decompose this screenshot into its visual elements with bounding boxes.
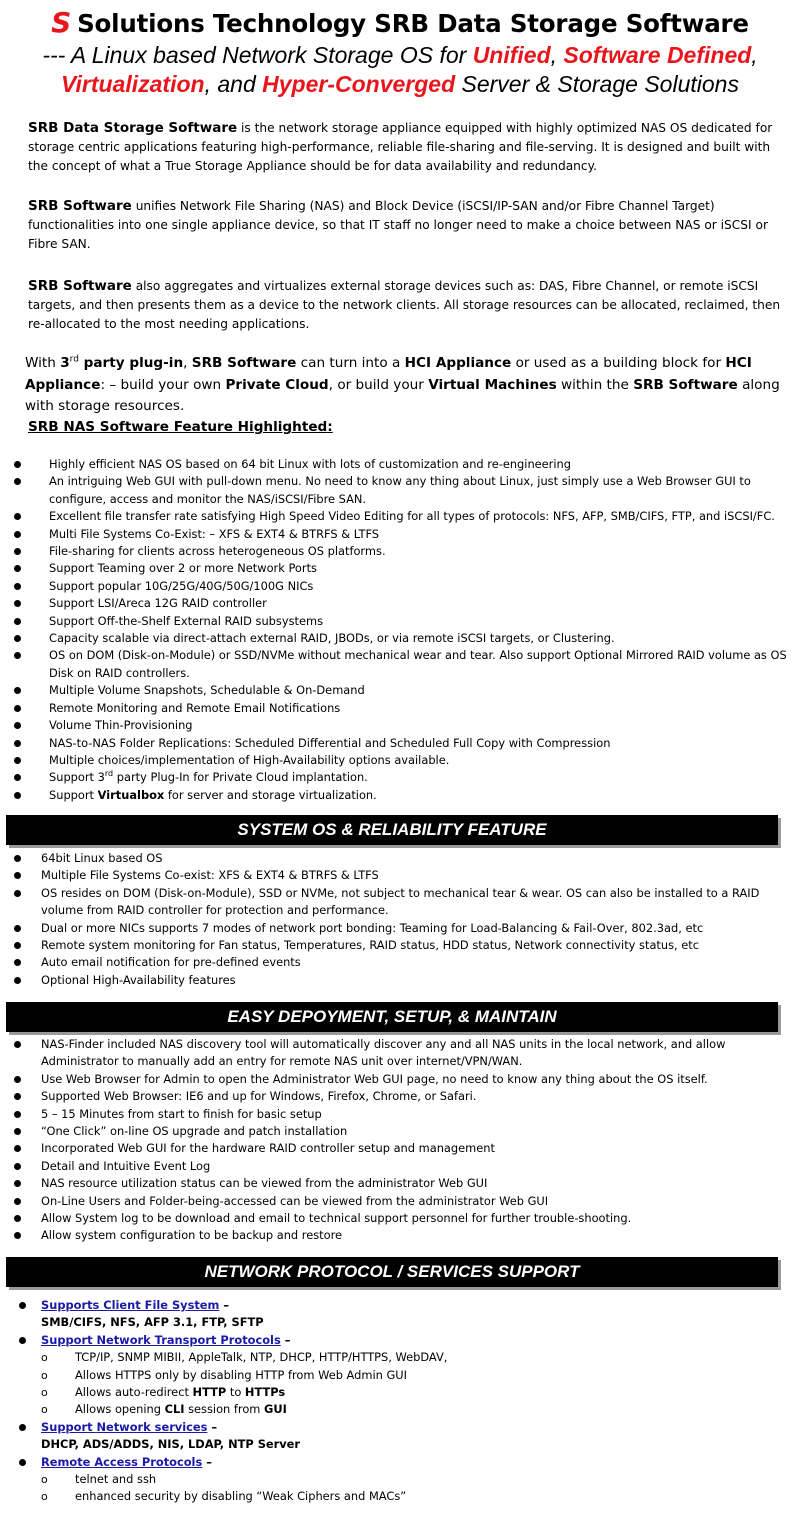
bullet-icon (14, 890, 21, 897)
list-item-text: OS on DOM (Disk-on-Module) or SSD/NVMe without mechanical wear and tear. Also support Optional Mirrored RAID volume as OS Disk on RAID controllers. (49, 648, 787, 680)
bullet-icon (14, 583, 21, 590)
network-list (41, 1297, 789, 1506)
list-item-bold: HTTP (192, 1385, 227, 1400)
list-item (49, 543, 797, 560)
sub-list-item (41, 1401, 789, 1418)
list-item (41, 1436, 789, 1453)
list-item-text: party Plug-In for Private Cloud implantation. (113, 770, 368, 785)
list-item-bold: HTTPs (244, 1385, 286, 1400)
subtitle-part: , and (204, 71, 263, 97)
section-header-deployment: EASY DEPOYMENT, SETUP, & MAINTAIN (6, 1002, 778, 1032)
circle-bullet-icon: o (41, 1368, 48, 1382)
dash-text: – (202, 1454, 212, 1469)
bullet-icon (14, 740, 21, 747)
hci-bold: SRB Software (191, 355, 297, 371)
list-item-text: Dual or more NICs supports 7 modes of network port bonding: Teaming for Load-Balancing & Fail-Over, 802.3ad, etc (41, 920, 704, 935)
list-item-text: Excellent file transfer rate satisfying High Speed Video Editing for all types of protocols: NFS, AFP, SMB/CIFS, FTP, and iSCSI/FC. (49, 509, 775, 524)
hci-text: can turn into a (296, 355, 405, 371)
paragraph-text: also aggregates and virtualizes external storage devices such as: DAS, Fibre Channel, or remote iSCSI targets, and then presents them as a device to the network clients. All storage resources can be allocated, reclaimed, then re-allocated to the most needing applications. (28, 279, 781, 331)
bullet-icon (14, 855, 21, 862)
hci-bold: HCI Appliance (25, 355, 752, 393)
page-title (0, 6, 800, 39)
list-item-text: enhanced security by disabling “Weak Ciphers and MACs” (75, 1489, 407, 1504)
dash-text: – (280, 1332, 291, 1347)
list-item (41, 1193, 789, 1210)
subtitle-highlight: Virtualization (61, 71, 205, 97)
list-item (49, 787, 797, 804)
subtitle-highlight: Unified (472, 42, 551, 68)
feature-heading-text: SRB NAS Software Feature Highlighted (28, 419, 328, 435)
list-item-text: NAS resource utilization status can be viewed from the administrator Web GUI (41, 1176, 488, 1191)
list-item (41, 1210, 789, 1227)
list-item-text: On-Line Users and Folder-being-accessed can be viewed from the administrator Web GUI (41, 1193, 549, 1208)
bullet-icon (14, 757, 21, 764)
bullet-icon (14, 942, 21, 949)
sub-list-item (41, 1488, 789, 1505)
list-item-text: Multiple choices/implementation of High-Availability options available. (49, 752, 450, 767)
list-item-text: telnet and ssh (75, 1472, 157, 1487)
sub-list-item (41, 1367, 789, 1384)
bullet-icon (14, 1093, 21, 1100)
intro-paragraph-1 (28, 119, 786, 176)
list-item (49, 508, 797, 525)
feature-list (49, 456, 797, 804)
list-item-text: NAS-Finder included NAS discovery tool will automatically discover any and all NAS units in the local network, and allow Administrator to manually add an entry for remote NAS unit over internet/VPN/WAN. (41, 1037, 726, 1069)
list-item-bold: Virtualbox (97, 787, 165, 802)
hci-text: : – build your own (100, 376, 226, 393)
list-item-text: Remote system monitoring for Fan status, Temperatures, RAID status, HDD status, Network connectivity status, etc (41, 938, 700, 953)
bullet-icon (19, 1459, 26, 1466)
page-subtitle (0, 41, 800, 99)
intro-paragraph-2 (28, 197, 786, 254)
list-item-text: Remote Monitoring and Remote Email Notifications (49, 700, 341, 715)
list-item (41, 1036, 789, 1071)
product-name: SRB Software (28, 198, 132, 214)
circle-bullet-icon: o (41, 1473, 48, 1487)
list-item (49, 595, 797, 612)
bullet-icon (14, 872, 21, 879)
list-item-text: Support LSI/Areca 12G RAID controller (49, 596, 267, 611)
feature-heading-colon: : (327, 419, 333, 435)
bullet-icon (14, 1041, 21, 1048)
list-item (49, 735, 797, 752)
list-item-text: Multi File Systems Co-Exist: – XFS & EXT4 & BTRFS & LTFS (49, 526, 380, 541)
list-item (49, 473, 797, 508)
list-item-text: Support Teaming over 2 or more Network Ports (49, 561, 317, 576)
hci-text: within the (556, 376, 634, 393)
subtitle-highlight: Hyper-Converged (262, 71, 456, 97)
list-item (41, 850, 791, 867)
list-item (41, 1332, 789, 1349)
bullet-icon (14, 687, 21, 694)
list-item (41, 1419, 789, 1436)
list-item-text: Highly efficient NAS OS based on 64 bit Linux with lots of customization and re-engineering (49, 457, 571, 471)
list-item (41, 1140, 789, 1157)
list-item-text: Detail and Intuitive Event Log (41, 1158, 211, 1173)
list-item-text: Incorporated Web GUI for the hardware RAID controller setup and management (41, 1141, 495, 1156)
bullet-icon (19, 1302, 26, 1309)
bullet-icon (14, 635, 21, 642)
list-item-text: File-sharing for clients across heterogeneous OS platforms. (49, 544, 386, 559)
list-item (49, 647, 797, 682)
subtitle-part: --- A Linux based Network Storage OS for (42, 42, 473, 68)
subtitle-highlight: Software Defined (563, 42, 752, 68)
list-item (41, 1297, 789, 1314)
feature-heading (28, 419, 333, 435)
list-item (49, 752, 797, 769)
bullet-icon (14, 722, 21, 729)
transport-protocols-link[interactable]: Support Network Transport Protocols (41, 1332, 281, 1347)
bullet-icon (14, 1111, 21, 1118)
network-services-link[interactable]: Support Network services (41, 1419, 208, 1434)
hci-bold: party plug-in (78, 355, 184, 371)
bullet-icon (14, 925, 21, 932)
list-item-text: Multiple Volume Snapshots, Schedulable & On-Demand (49, 683, 365, 698)
deployment-list (41, 1036, 789, 1245)
paragraph-text: is the network storage appliance equipped with highly optimized NAS OS dedicated for storage centric applications featuring high-performance, reliable file-sharing and file-serving. It is designed and built with the concept of what a True Storage Appliance should be for data availability and redundancy. (28, 121, 773, 173)
list-item-text: Support (49, 787, 98, 802)
bullet-icon (14, 531, 21, 538)
list-item-text: An intriguing Web GUI with pull-down menu. No need to know any thing about Linux, just simply use a Web Browser GUI to configure, access and monitor the NAS/iSCSI/Fibre SAN. (49, 474, 751, 506)
list-item (49, 560, 797, 577)
list-item-text: Allows HTTPS only by disabling HTTP from Web Admin GUI (75, 1367, 408, 1382)
list-item-text: Support 3 (49, 770, 105, 785)
hci-text: , or build your (328, 376, 429, 393)
client-file-system-link[interactable]: Supports Client File System (41, 1298, 220, 1312)
title-text: Solutions Technology SRB Data Storage Software (77, 9, 749, 38)
bullet-icon (14, 1198, 21, 1205)
list-item (41, 885, 791, 920)
list-item-text: TCP/IP, SNMP MIBII, AppleTalk, NTP, DHCP, HTTP/HTTPS, WebDAV, (75, 1350, 448, 1365)
list-item (41, 972, 791, 989)
list-item-text: 64bit Linux based OS (41, 851, 163, 865)
list-item-text: Multiple File Systems Co-exist: XFS & EXT4 & BTRFS & LTFS (41, 868, 379, 883)
list-item-text: Allows auto-redirect (75, 1385, 193, 1400)
network-services-list: DHCP, ADS/ADDS, NIS, LDAP, NTP Server (41, 1437, 301, 1452)
list-item (49, 630, 797, 647)
bullet-icon (19, 1337, 26, 1344)
list-item-text: Allows opening (75, 1402, 165, 1417)
hci-text: along with storage resources. (25, 376, 780, 414)
list-item-bold: GUI (264, 1402, 287, 1417)
list-item (49, 769, 797, 786)
list-item (49, 682, 797, 699)
list-item (41, 1227, 789, 1244)
list-item-text: Auto email notification for pre-defined events (41, 955, 301, 970)
list-item-text: OS resides on DOM (Disk-on-Module), SSD or NVMe, not subject to mechanical tear & wear. OS can also be installed to a RAID volume from RAID controller for protection and performance. (41, 885, 760, 918)
bullet-icon (14, 1128, 21, 1135)
list-item-text: to (226, 1385, 245, 1400)
bullet-icon (14, 792, 21, 799)
list-item (49, 717, 797, 734)
remote-access-link[interactable]: Remote Access Protocols (41, 1454, 203, 1469)
bullet-icon (14, 1076, 21, 1083)
sub-list-item (41, 1384, 789, 1401)
hci-bold: SRB Software (633, 376, 738, 393)
list-item-text: Allow System log to be download and email to technical support personnel for further trouble-shooting. (41, 1211, 632, 1226)
list-item (41, 920, 791, 937)
section-header-system-os: SYSTEM OS & RELIABILITY FEATURE (6, 815, 778, 845)
bullet-icon (14, 478, 21, 485)
list-item (41, 954, 791, 971)
hci-bold: HCI Appliance (404, 355, 512, 371)
bullet-icon (14, 461, 21, 468)
subtitle-part: , (751, 42, 758, 68)
circle-bullet-icon: o (41, 1403, 48, 1417)
list-item-text: Support popular 10G/25G/40G/50G/100G NICs (49, 578, 314, 593)
sub-list-item (41, 1471, 789, 1488)
list-item (49, 700, 797, 717)
circle-bullet-icon: o (41, 1386, 48, 1400)
circle-bullet-icon: o (41, 1351, 48, 1365)
list-item (41, 1123, 789, 1140)
bullet-icon (14, 513, 21, 520)
bullet-icon (14, 618, 21, 625)
product-name: SRB Software (28, 278, 132, 294)
dash-text: – (219, 1298, 230, 1312)
list-item-text: Capacity scalable via direct-attach external RAID, JBODs, or via remote iSCSI targets, or Clustering. (49, 631, 615, 646)
list-item-text: 5 – 15 Minutes from start to finish for basic setup (41, 1106, 322, 1121)
list-item-text: Volume Thin-Provisioning (49, 718, 193, 733)
list-item (41, 1088, 789, 1105)
bullet-icon (14, 548, 21, 555)
list-item (41, 1158, 789, 1175)
bullet-icon (14, 1180, 21, 1187)
system-os-list (41, 850, 791, 989)
subtitle-part: Server & Storage Solutions (455, 71, 739, 97)
bullet-icon (14, 977, 21, 984)
list-item (41, 937, 791, 954)
list-item-text: Allow system configuration to be backup and restore (41, 1228, 343, 1243)
list-item (49, 526, 797, 543)
section-header-network: NETWORK PROTOCOL / SERVICES SUPPORT (6, 1257, 778, 1287)
hci-bold: 3 (60, 355, 70, 371)
hci-paragraph (25, 353, 785, 418)
bullet-icon (14, 652, 21, 659)
list-item-text: Optional High-Availability features (41, 972, 236, 987)
bullet-icon (14, 1215, 21, 1222)
list-item (41, 1454, 789, 1471)
product-name: SRB Data Storage Software (28, 120, 238, 136)
subtitle-part: , (550, 42, 564, 68)
paragraph-text: unifies Network File Sharing (NAS) and Block Device (iSCSI/IP-SAN and/or Fibre Channel Target) functionalities into one single appliance device, so that IT staff no longer need to make a choice between NAS or iSCSI or Fibre SAN. (28, 199, 768, 251)
hci-bold: Virtual Machines (428, 376, 557, 393)
bullet-icon (14, 1145, 21, 1152)
dash-text: – (207, 1419, 218, 1434)
hci-text: , (183, 355, 192, 371)
list-item-sup: rd (104, 769, 114, 779)
company-logo: S (51, 6, 72, 39)
bullet-icon (14, 600, 21, 607)
list-item-text: Support Off-the-Shelf External RAID subsystems (49, 613, 324, 628)
list-item (41, 1314, 789, 1331)
client-file-system-list: SMB/CIFS, NFS, AFP 3.1, FTP, SFTP (41, 1315, 264, 1330)
list-item (49, 613, 797, 630)
circle-bullet-icon: o (41, 1490, 48, 1504)
bullet-icon (14, 774, 21, 781)
hci-bold: Private Cloud (225, 376, 329, 393)
list-item-bold: CLI (164, 1402, 185, 1417)
sub-list-item (41, 1349, 789, 1366)
hci-sup: rd (69, 354, 79, 365)
bullet-icon (14, 1232, 21, 1239)
hci-text: With (25, 355, 61, 371)
list-item-text: Supported Web Browser: IE6 and up for Windows, Firefox, Chrome, or Safari. (41, 1089, 477, 1104)
bullet-icon (14, 959, 21, 966)
list-item-text: “One Click” on-line OS upgrade and patch installation (41, 1124, 348, 1139)
list-item-text: Use Web Browser for Admin to open the Administrator Web GUI page, no need to know any thing about the OS itself. (41, 1071, 708, 1086)
bullet-icon (14, 705, 21, 712)
list-item-text: NAS-to-NAS Folder Replications: Scheduled Differential and Scheduled Full Copy with Compression (49, 735, 611, 750)
list-item (49, 578, 797, 595)
list-item (41, 1071, 789, 1088)
list-item-text: for server and storage virtualization. (164, 787, 377, 802)
bullet-icon (14, 1163, 21, 1170)
list-item (41, 867, 791, 884)
list-item (49, 456, 797, 473)
list-item-text: session from (184, 1402, 265, 1417)
intro-paragraph-3 (28, 277, 786, 334)
list-item (41, 1175, 789, 1192)
hci-text: or used as a building block for (511, 355, 726, 371)
bullet-icon (14, 565, 21, 572)
bullet-icon (19, 1424, 26, 1431)
list-item (41, 1106, 789, 1123)
